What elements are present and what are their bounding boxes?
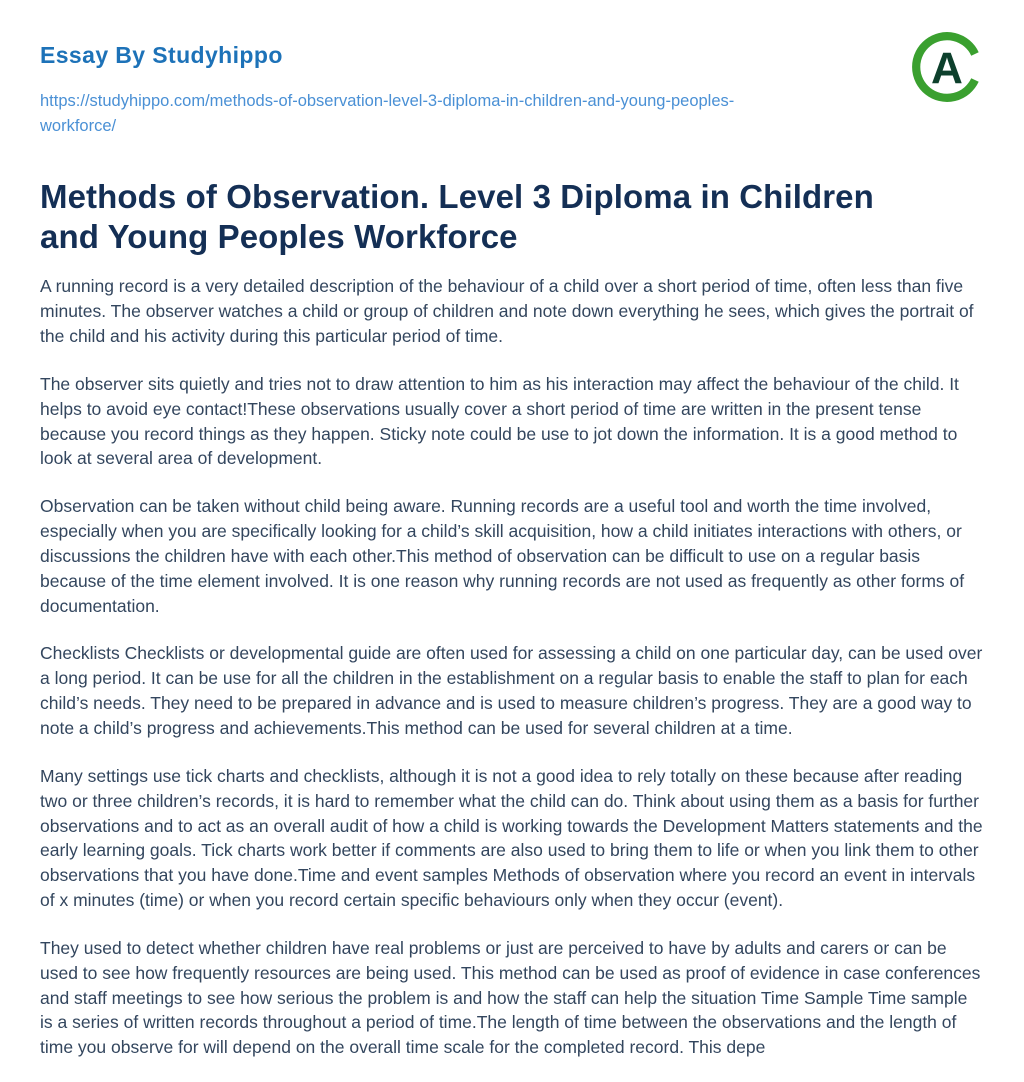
article-paragraph: They used to detect whether children have real problems or just are perceived to have by adults and carers or can be used to see how frequently resources are being used. This method can be used as proof of evidence in case conferences and staff meetings to see how serious the problem is and how the staff can help the situation Time Sample Time sample is a series of written records throughout a period of time.The length of time between the observations and the length of time you observe for will depend on the overall time scale for the completed record. This depe (40, 937, 981, 1058)
article-paragraph: The observer sits quietly and tries not to draw attention to him as his interaction may affect the behaviour of the child. It helps to avoid eye contact!These observations usually cover a short period of time are written in the present tense because you record things as they happen. Sticky note could be use to jot down the information. It is a good method to look at several area of development. (40, 373, 959, 469)
site-title: Essay By Studyhippo (40, 42, 283, 68)
studyhippo-logo-icon (910, 30, 984, 104)
logo-ring-icon (910, 30, 984, 104)
article-paragraph: Checklists Checklists or developmental guide are often used for assessing a child on one particular day, can be used over a long period. It can be use for all the children in the establishment on a regular basis to enable the staff to plan for each child’s needs. They need to be prepared in advance and is used to measure children’s progress. They are a good way to note a child’s progress and achievements.This method can be used for several children at a time. (40, 643, 983, 738)
article-paragraph: Many settings use tick charts and checklists, although it is not a good idea to rely totally on these because after reading two or three children’s records, it is hard to remember what the child can do. Think about using them as a basis for further observations and to act as an overall audit of how a child is working towards the Development Matters statements and the early learning goals. Tick charts work better if comments are also used to bring them to life or when you link them to other observations that you have done.Time and event samples Methods of observation where you record an event in intervals of x minutes (time) or when you record certain specific behaviours only when they occur (event). (40, 765, 983, 911)
article-body (40, 177, 984, 1060)
page-header (40, 42, 984, 139)
article-paragraph: Observation can be taken without child being aware. Running records are a useful tool and worth the time involved, especially when you are specifically looking for a child’s skill acquisition, how a child initiates interactions with others, or discussions the children have with each other.This method of observation can be difficult to use on a regular basis because of the time element involved. It is one reason why running records are not used as frequently as other forms of documentation. (40, 496, 965, 616)
source-url-link[interactable]: https://studyhippo.com/methods-of-observation-level-3-diploma-in-children-and-young-peoples-workforce/ (40, 92, 735, 136)
article-title: Methods of Observation. Level 3 Diploma in Children and Young Peoples Workforce (40, 178, 874, 255)
article-paragraph: A running record is a very detailed description of the behaviour of a child over a short period of time, often less than five minutes. The observer watches a child or group of children and note down everything he sees, which gives the portrait of the child and his activity during this particular period of time. (40, 276, 974, 347)
logo-letter: A (931, 44, 963, 94)
